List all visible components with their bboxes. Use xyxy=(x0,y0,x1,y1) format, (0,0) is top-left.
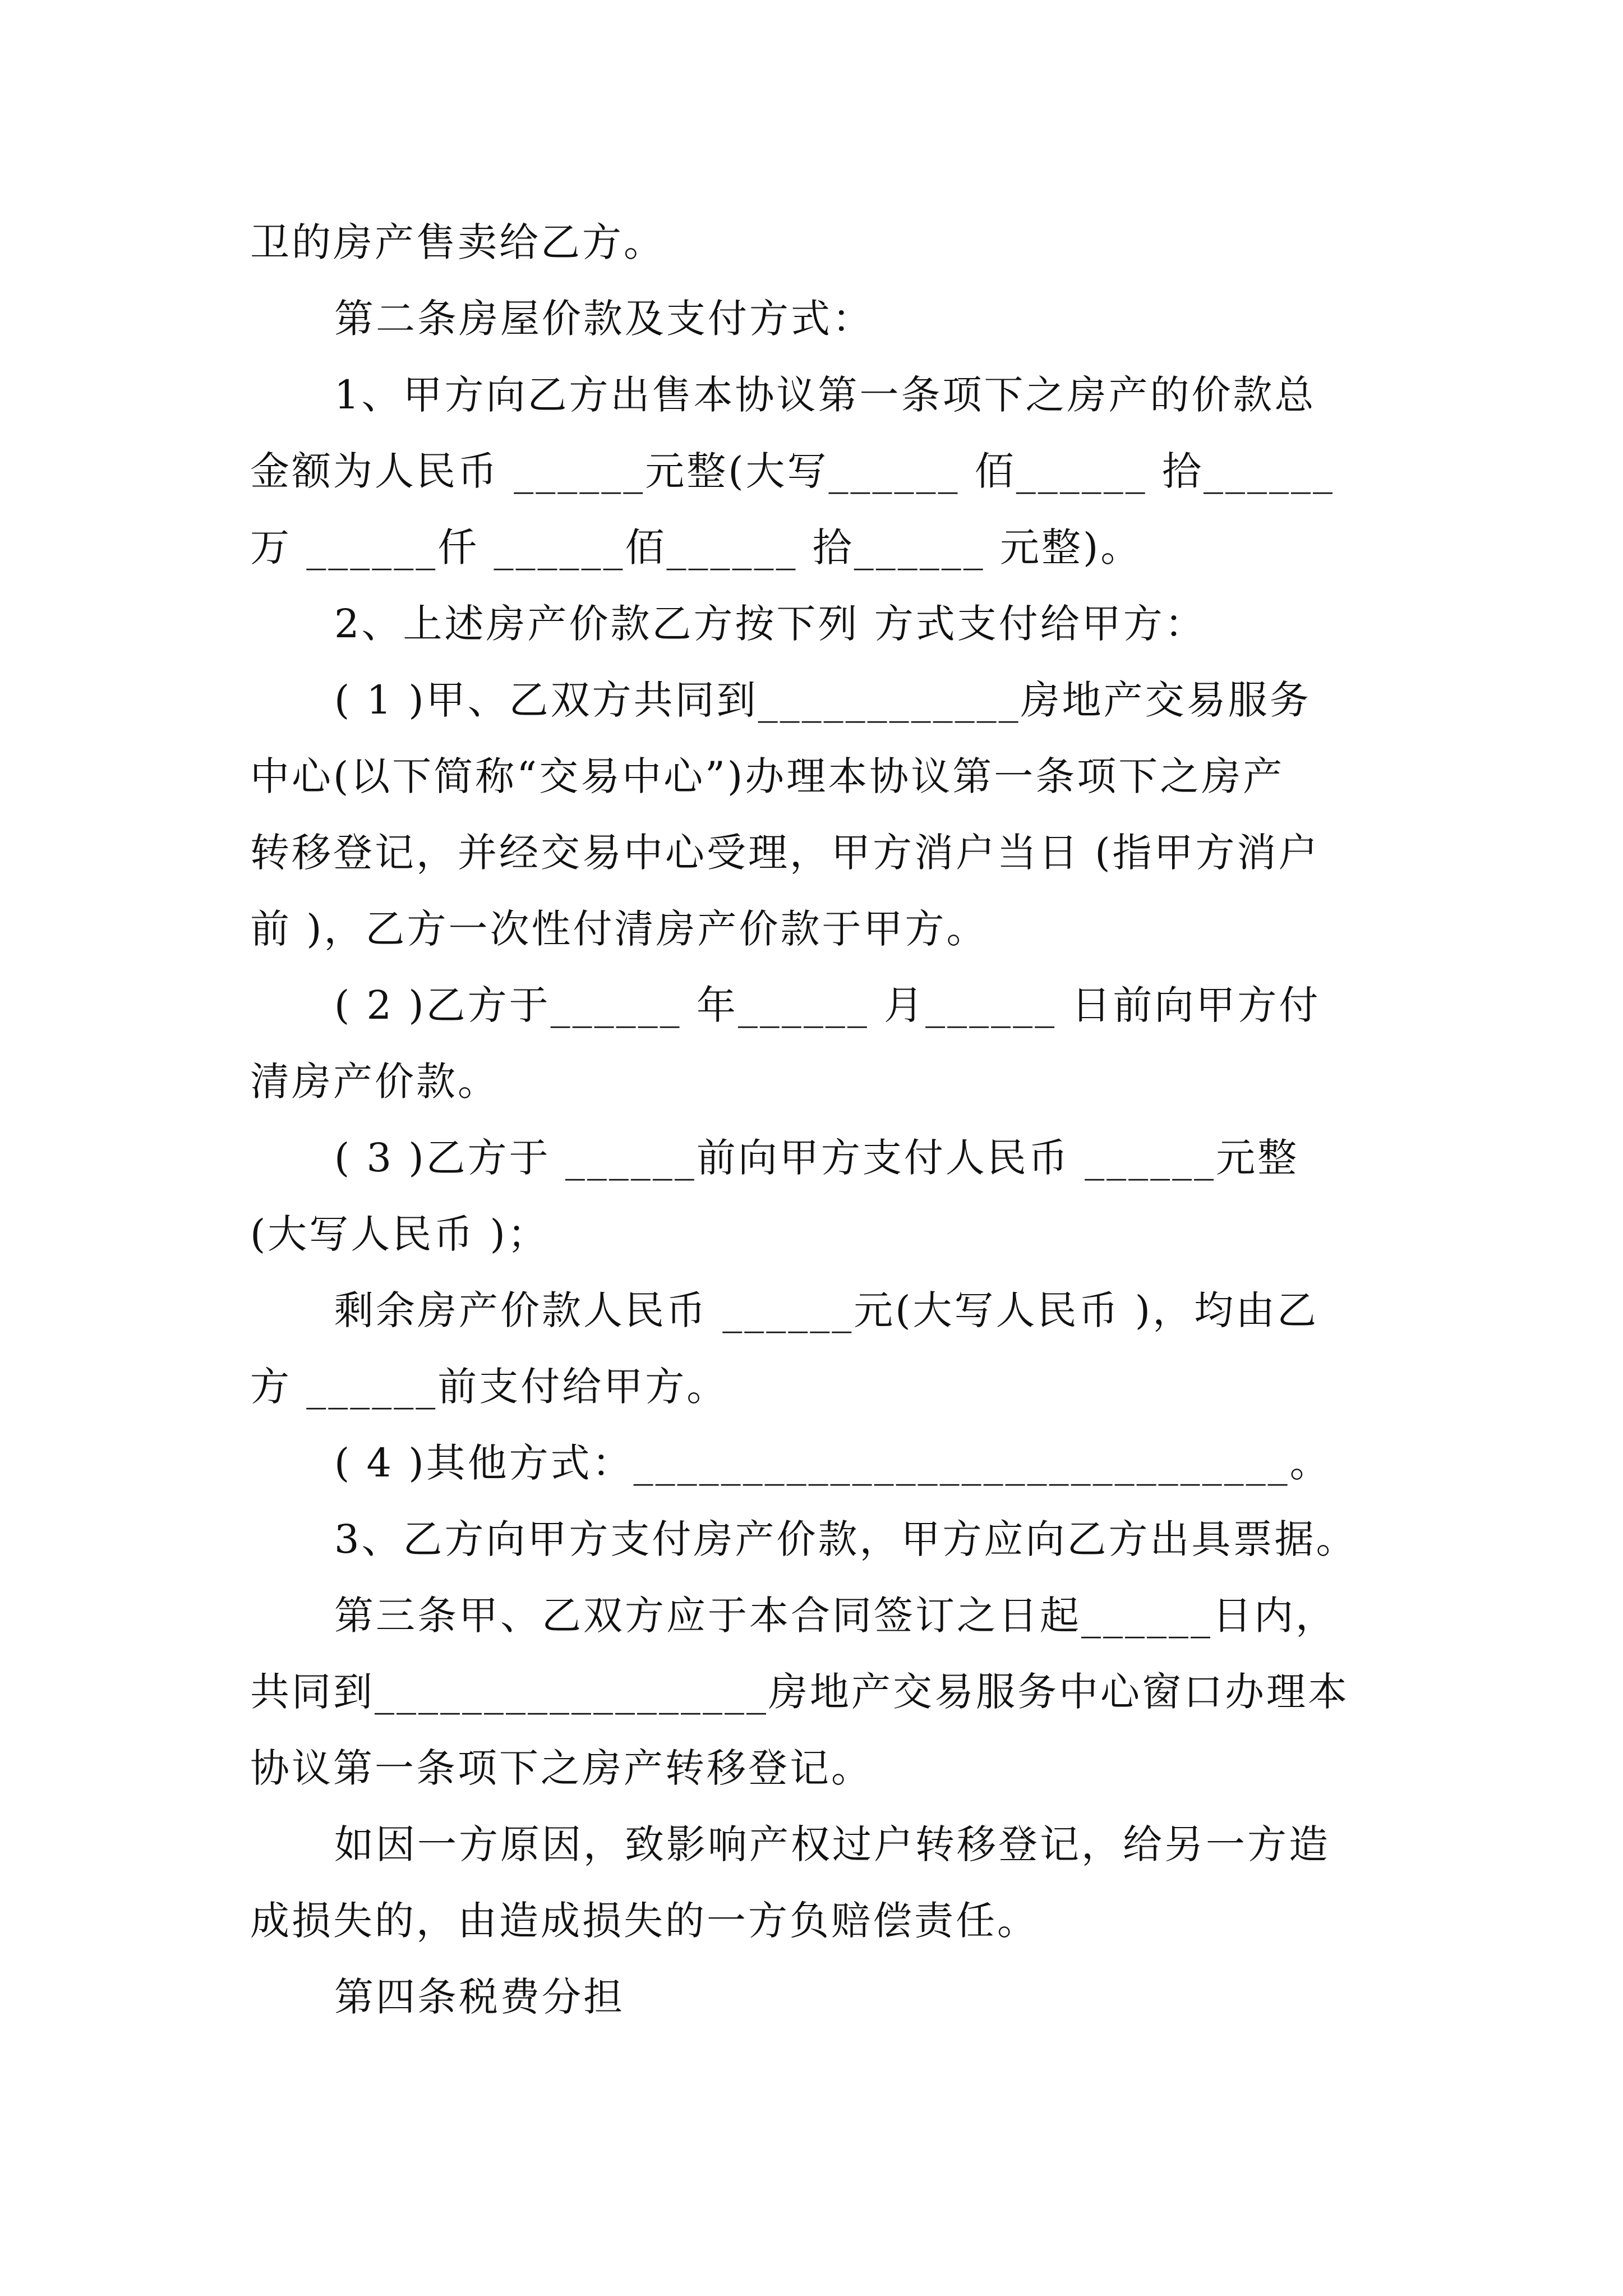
text-line: 前 )，乙方一次性付清房产价款于甲方。 xyxy=(250,906,988,952)
text-line: ( 3 )乙方于 ______前向甲方支付人民币 ______元整 xyxy=(334,1135,1299,1181)
text-line: 2、上述房产价款乙方按下列 方式支付给甲方： xyxy=(334,601,1206,647)
text-line: 转移登记，并经交易中心受理，甲方消户当日 (指甲方消户 xyxy=(250,830,1320,876)
text-line: ( 4 )其他方式：______________________________。 xyxy=(334,1440,1331,1486)
text-line: 第三条甲、乙双方应于本合同签订之日起______日内， xyxy=(334,1593,1337,1639)
text-line: 清房产价款。 xyxy=(250,1059,499,1105)
text-line: 卫的房产售卖给乙方。 xyxy=(250,219,665,265)
text-line: ( 1 )甲、乙双方共同到____________房地产交易服务 xyxy=(334,677,1311,723)
text-line: 如因一方原因，致影响产权过户转移登记，给另一方造 xyxy=(334,1821,1330,1867)
document-body xyxy=(250,204,1383,2035)
text-line: 第四条税费分担 xyxy=(334,1974,625,2020)
text-line: 中心(以下简称“交易中心”)办理本协议第一条项下之房产 xyxy=(250,753,1285,799)
text-line: 剩余房产价款人民币 ______元(大写人民币 )，均由乙 xyxy=(334,1287,1319,1333)
text-line: 万 ______仟 ______佰______ 拾______ 元整)。 xyxy=(250,524,1142,570)
text-line: 协议第一条项下之房产转移登记。 xyxy=(250,1745,873,1791)
text-line: 成损失的，由造成损失的一方负赔偿责任。 xyxy=(250,1898,1039,1944)
text-line: 金额为人民币 ______元整(大写______ 佰______ 拾______ xyxy=(250,448,1335,494)
text-line: 第二条房屋价款及支付方式： xyxy=(334,296,874,342)
text-line: (大写人民币 )； xyxy=(250,1211,549,1257)
text-line: 方 ______前支付给甲方。 xyxy=(250,1364,728,1410)
text-line: 1、甲方向乙方出售本协议第一条项下之房产的价款总 xyxy=(334,372,1316,418)
text-line: ( 2 )乙方于______ 年______ 月______ 日前向甲方付 xyxy=(334,982,1321,1028)
text-line: 共同到__________________房地产交易服务中心窗口办理本 xyxy=(250,1669,1349,1715)
text-line: 3、乙方向甲方支付房产价款，甲方应向乙方出具票据。 xyxy=(334,1516,1358,1562)
